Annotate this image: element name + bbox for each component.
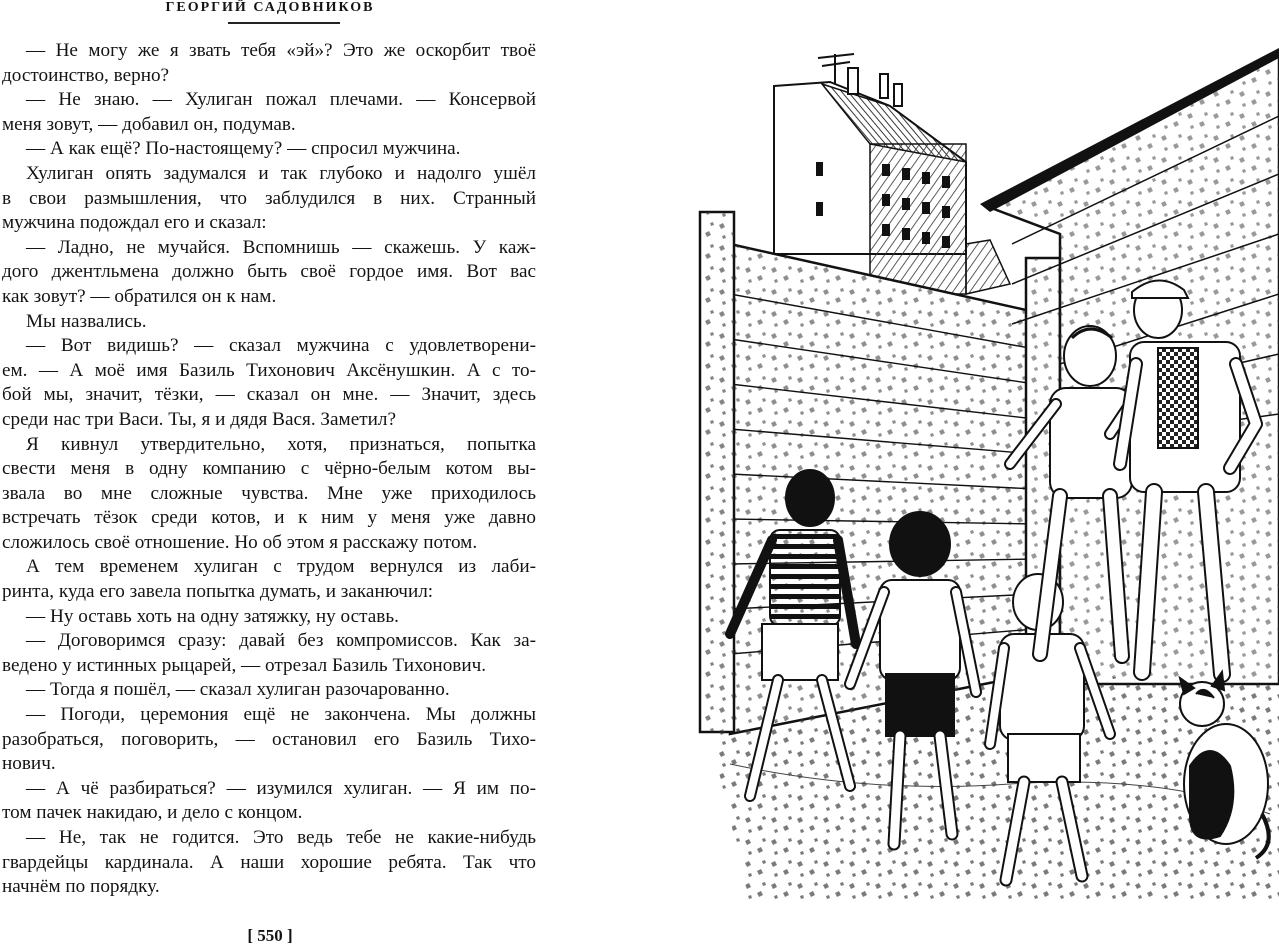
- text-line: — А чё разбираться? — изумился хулиган. — Я им по-: [26, 777, 536, 799]
- text-line: ринта, куда его завела попытка думать, и заканючил:: [2, 581, 434, 603]
- text-line: как зовут? — обратился он к нам.: [2, 285, 277, 307]
- background-building: [774, 54, 1010, 294]
- text-line: достоинство, верно?: [2, 64, 170, 86]
- text-line: А тем временем хулиган с трудом вернулся из лаби-: [26, 556, 536, 578]
- text-line: сложилось своё отношение. Но об этом я расскажу потом.: [2, 531, 478, 553]
- text-line: встречать тёзок среди котов, и к ним у меня уже давно: [2, 507, 536, 529]
- text-line: — А как ещё? По-настоящему? — спросил мужчина.: [26, 138, 461, 160]
- text-line: разобраться, поговорить, — остановил его Базиль Тихо-: [2, 728, 536, 750]
- text-line: — Не могу же я звать тебя «эй»? Это же оскорбит твоё: [26, 40, 536, 61]
- text-line: начнём по порядку.: [2, 876, 160, 898]
- running-head: ГЕОРГИЙ САДОВНИКОВ: [165, 0, 375, 15]
- illustration-courtyard: [690, 44, 1279, 904]
- running-head-rule: [228, 22, 340, 24]
- text-line: ведено у истинных рыцарей, — отрезал Базиль Тихонович.: [2, 654, 487, 676]
- text-line: Я кивнул утвердительно, хотя, признаться, попытка: [26, 433, 536, 455]
- text-line: — Погоди, церемония ещё не закончена. Мы должны: [26, 704, 536, 726]
- text-line: свести меня в одну компанию с чёрно-белым котом вы-: [2, 458, 536, 480]
- text-line: звала во мне сложные чувства. Мне уже приходилось: [2, 482, 536, 504]
- text-line: нович.: [2, 753, 56, 775]
- text-line: гвардейцы кардинала. А наши хорошие ребята. Так что: [2, 851, 536, 873]
- text-line: — Договоримся сразу: давай без компромиссов. Как за-: [26, 630, 536, 652]
- body-text: [2, 39, 536, 900]
- text-line: ем. — А моё имя Базиль Тихонович Аксёнушкин. А с то-: [2, 359, 536, 381]
- text-line: — Не, так не годится. Это ведь тебе не какие-нибудь: [26, 827, 536, 848]
- text-line: — Ладно, не мучайся. Вспомнишь — скажешь. У каж-: [26, 236, 536, 258]
- page-number: [ 550 ]: [247, 926, 293, 945]
- text-line: — Тогда я пошёл, — сказал хулиган разочарованно.: [26, 679, 450, 701]
- text-line: — Не знаю. — Хулиган пожал плечами. — Консервой: [26, 89, 536, 111]
- text-line: в свои размышления, что заблудился в них. Странный: [2, 187, 536, 209]
- text-line: Хулиган опять задумался и так глубоко и надолго ушёл: [26, 162, 536, 184]
- text-line: мужчина подождал его и сказал:: [2, 212, 267, 234]
- text-line: среди нас три Васи. Ты, я и дядя Вася. Заметил?: [2, 408, 396, 430]
- text-line: — Ну оставь хоть на одну затяжку, ну оставь.: [26, 605, 399, 627]
- text-line: Мы назвались.: [26, 310, 147, 332]
- text-line: том пачек накидаю, и дело с концом.: [2, 802, 303, 824]
- text-line: дого джентльмена должно быть своё гордое имя. Вот вас: [2, 261, 536, 283]
- text-line: — Вот видишь? — сказал мужчина с удовлетворени-: [26, 335, 536, 357]
- text-line: бой мы, значит, тёзки, — сказал он мне. — Значит, здесь: [2, 384, 536, 406]
- text-line: меня зовут, — добавил он, подумав.: [2, 113, 296, 135]
